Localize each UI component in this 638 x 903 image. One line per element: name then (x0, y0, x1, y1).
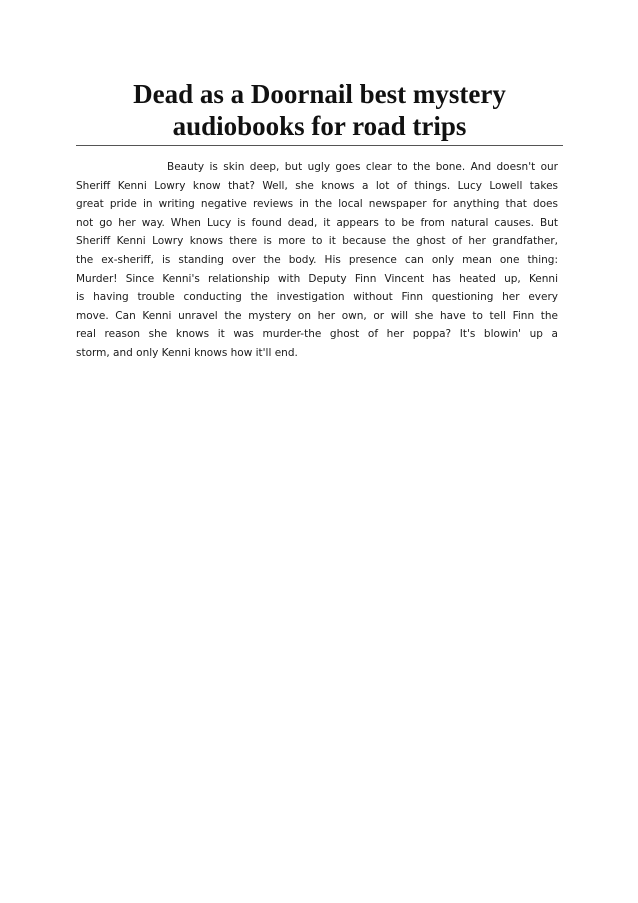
body-line: Sheriff Kenni Lowry know that? Well, she knows a lot of things. Lucy Lowell takes (76, 179, 558, 192)
body-line: real reason she knows it was murder-the ghost of her poppa? It's blowin' up a (76, 328, 558, 341)
title-line-1: Dead as a Doornail best mystery (133, 79, 506, 109)
body-line: Beauty is skin deep, but ugly goes clear to the bone. And doesn't our (167, 161, 558, 173)
body-line: Sheriff Kenni Lowry knows there is more to it because the ghost of her grandfather, (76, 235, 558, 248)
body-line: storm, and only Kenni knows how it'll end. (76, 346, 298, 359)
body-line: the ex-sheriff, is standing over the body. His presence can only mean one thing: (76, 253, 558, 266)
body-line: not go her way. When Lucy is found dead, it appears to be from natural causes. But (76, 216, 558, 229)
body-line: Murder! Since Kenni's relationship with Deputy Finn Vincent has heated up, Kenni (76, 272, 558, 285)
page-title (76, 78, 563, 142)
body-line: great pride in writing negative reviews in the local newspaper for anything that does (76, 198, 558, 211)
title-divider (76, 145, 563, 146)
title-line-2: audiobooks for road trips (172, 111, 467, 141)
body-line: move. Can Kenni unravel the mystery on her own, or will she have to tell Finn the (76, 309, 558, 322)
body-paragraph (76, 158, 558, 363)
body-line: is having trouble conducting the investigation without Finn questioning her every (76, 291, 558, 304)
